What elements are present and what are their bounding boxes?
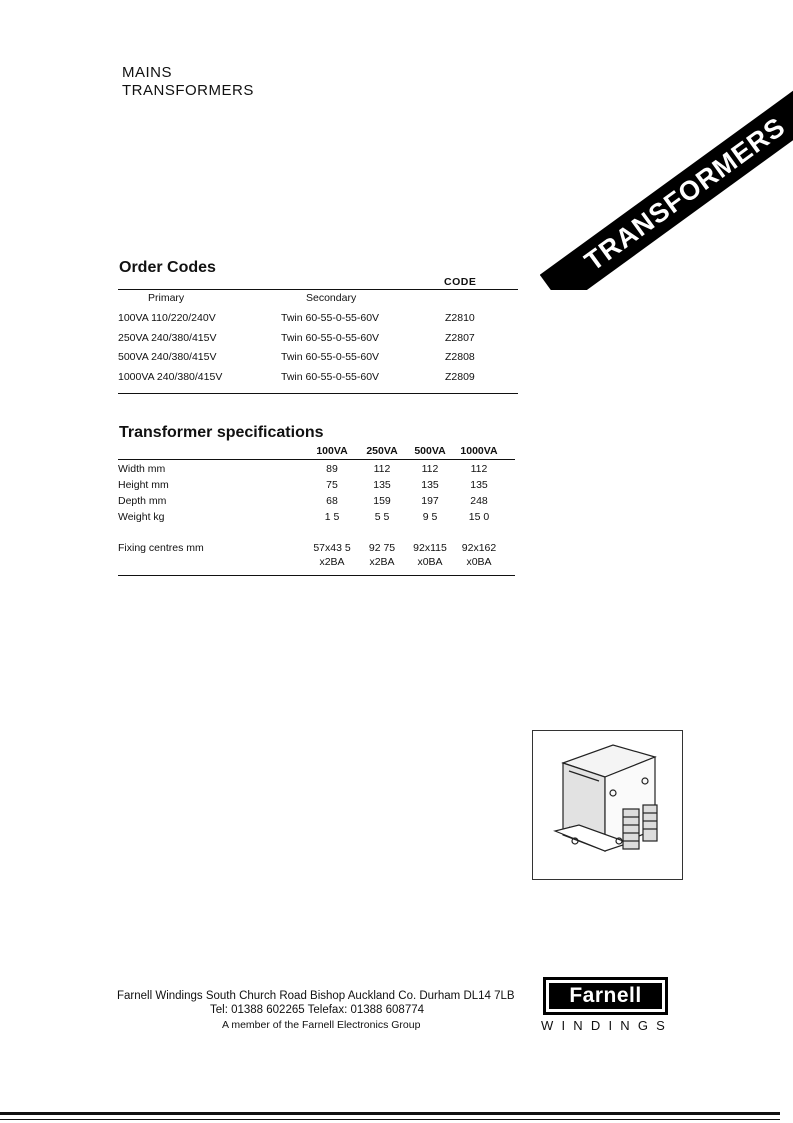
specs-col-header: 500VA	[414, 445, 446, 457]
transformer-illustration	[532, 730, 683, 880]
specs-value: 68	[326, 495, 338, 507]
footer-phone: Tel: 01388 602265 Telefax: 01388 608774	[210, 1004, 425, 1016]
transformers-banner	[540, 90, 793, 290]
order-codes-top-rule	[118, 289, 518, 290]
specs-col-header: 100VA	[316, 445, 348, 457]
specs-value: 75	[326, 479, 338, 491]
primary-column-header: Primary	[148, 292, 185, 304]
order-secondary: Twin 60-55-0-55-60V	[281, 351, 380, 363]
order-secondary: Twin 60-55-0-55-60V	[281, 371, 380, 383]
order-primary: 1000VA 240/380/415V	[118, 371, 223, 383]
order-primary: 100VA 110/220/240V	[118, 312, 216, 324]
order-codes-bottom-rule	[118, 393, 518, 394]
specs-value: 248	[470, 495, 488, 507]
order-primary: 250VA 240/380/415V	[118, 332, 217, 344]
order-code: Z2808	[445, 351, 475, 363]
header-line-1: MAINS	[122, 64, 173, 81]
specs-row-label: Weight kg	[118, 511, 165, 523]
specs-value: 135	[421, 479, 439, 491]
specs-title: Transformer specifications	[119, 424, 324, 441]
specs-value: 5 5	[374, 511, 390, 523]
specs-value: 197	[421, 495, 439, 507]
farnell-logo	[543, 977, 668, 1015]
farnell-logo-name: Farnell	[549, 983, 662, 1009]
order-secondary: Twin 60-55-0-55-60V	[281, 332, 380, 344]
secondary-column-header: Secondary	[306, 292, 357, 304]
fixing-value: 57x43 5	[313, 542, 351, 554]
specs-value: 15 0	[468, 511, 490, 523]
specs-value: 112	[373, 463, 391, 475]
order-code: Z2809	[445, 371, 475, 383]
footer-member: A member of the Farnell Electronics Group	[222, 1019, 421, 1031]
order-codes-title: Order Codes	[119, 259, 216, 276]
specs-row-label: Height mm	[118, 479, 169, 491]
code-column-header: CODE	[444, 276, 477, 288]
fixing-screw: x2BA	[369, 556, 395, 568]
order-primary: 500VA 240/380/415V	[118, 351, 217, 363]
banner-text: TRANSFORMERS	[540, 90, 793, 290]
order-secondary: Twin 60-55-0-55-60V	[281, 312, 380, 324]
transformer-drawing	[533, 731, 682, 879]
fixing-screw: x0BA	[466, 556, 492, 568]
specs-value: 135	[470, 479, 488, 491]
footer-address: Farnell Windings South Church Road Bishop Auckland Co. Durham DL14 7LB	[117, 990, 515, 1002]
fixing-screw: x0BA	[417, 556, 443, 568]
order-code: Z2810	[445, 312, 475, 324]
fixing-value: 92 75	[368, 542, 396, 554]
specs-top-rule	[118, 459, 515, 460]
specs-value: 112	[470, 463, 488, 475]
specs-value: 112	[421, 463, 439, 475]
fixing-value: 92x162	[461, 542, 497, 554]
page-bottom-rule	[0, 1112, 780, 1115]
specs-value: 135	[373, 479, 391, 491]
specs-value: 89	[326, 463, 338, 475]
specs-value: 159	[373, 495, 391, 507]
specs-bottom-rule	[118, 575, 515, 576]
header-line-2: TRANSFORMERS	[122, 82, 254, 99]
specs-value: 1 5	[324, 511, 340, 523]
fixing-value: 92x115	[413, 542, 447, 554]
farnell-logo-windings: WINDINGS	[541, 1018, 674, 1033]
specs-row-label: Depth mm	[118, 495, 167, 507]
fixing-screw: x2BA	[319, 556, 345, 568]
specs-col-header: 1000VA	[460, 445, 498, 457]
specs-row-label: Width mm	[118, 463, 166, 475]
page-bottom-thin-rule	[0, 1119, 780, 1120]
specs-value: 9 5	[422, 511, 438, 523]
fixing-label: Fixing centres mm	[118, 542, 204, 554]
order-code: Z2807	[445, 332, 475, 344]
specs-col-header: 250VA	[366, 445, 398, 457]
